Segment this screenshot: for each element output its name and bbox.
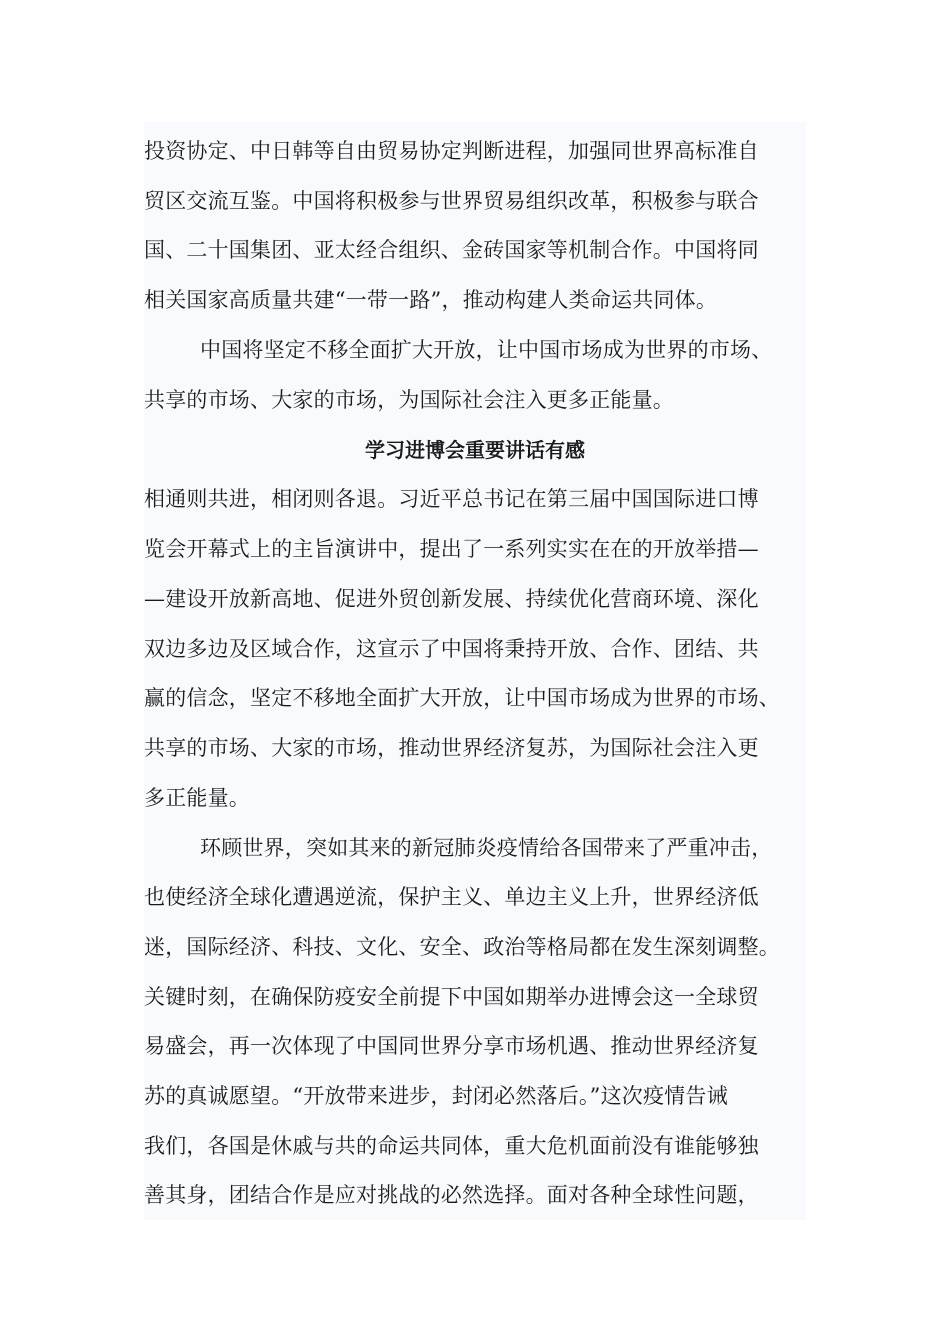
paragraph-line: 国、二十国集团、亚太经合组织、金砖国家等机制合作。中国将同: [144, 238, 759, 262]
paragraph-line: 共享的市场、大家的市场，推动世界经济复苏，为国际社会注入更: [144, 736, 759, 760]
section-heading: 学习进博会重要讲话有感: [365, 438, 585, 462]
paragraph-line: 关键时刻，在确保防疫安全前提下中国如期举办进博会这一全球贸: [144, 985, 759, 1009]
paragraph-line: 相通则共进，相闭则各退。习近平总书记在第三届中国国际进口博: [144, 487, 759, 511]
paragraph-line: 也使经济全球化遭遇逆流，保护主义、单边主义上升，世界经济低: [144, 885, 759, 909]
paragraph-line: 多正能量。: [144, 786, 250, 810]
paragraph-line: 赢的信念，坚定不移地全面扩大开放，让中国市场成为世界的市场、: [144, 686, 780, 710]
paragraph-line: 善其身，团结合作是应对挑战的必然选择。面对各种全球性问题，: [144, 1183, 759, 1207]
paragraph-line: 览会开幕式上的主旨演讲中，提出了一系列实实在在的开放举措—: [144, 537, 759, 561]
paragraph-line: 共享的市场、大家的市场，为国际社会注入更多正能量。: [144, 388, 674, 412]
paragraph-line: 双边多边及区域合作，这宣示了中国将秉持开放、合作、团结、共: [144, 637, 759, 661]
paragraph-line: —建设开放新高地、促进外贸创新发展、持续优化营商环境、深化: [144, 587, 759, 611]
paragraph-line: 相关国家高质量共建“一带一路”，推动构建人类命运共同体。: [144, 288, 718, 312]
paragraph-line: 我们，各国是休戚与共的命运共同体，重大危机面前没有谁能够独: [144, 1134, 759, 1158]
paragraph-line: 迷，国际经济、科技、文化、安全、政治等格局都在发生深刻调整。: [144, 935, 780, 959]
paragraph-line: 投资协定、中日韩等自由贸易协定判断进程，加强同世界高标准自: [144, 139, 759, 163]
paragraph-line: 易盛会，再一次体现了中国同世界分享市场机遇、推动世界经济复: [144, 1034, 759, 1058]
paragraph-line: 贸区交流互鉴。中国将积极参与世界贸易组织改革，积极参与联合: [144, 189, 759, 213]
paragraph-line: 中国将坚定不移全面扩大开放，让中国市场成为世界的市场、: [200, 338, 773, 362]
paragraph-line: 苏的真诚愿望。“开放带来进步，封闭必然落后。”这次疫情告诫: [144, 1084, 728, 1108]
paragraph-line: 环顾世界，突如其来的新冠肺炎疫情给各国带来了严重冲击，: [200, 836, 773, 860]
